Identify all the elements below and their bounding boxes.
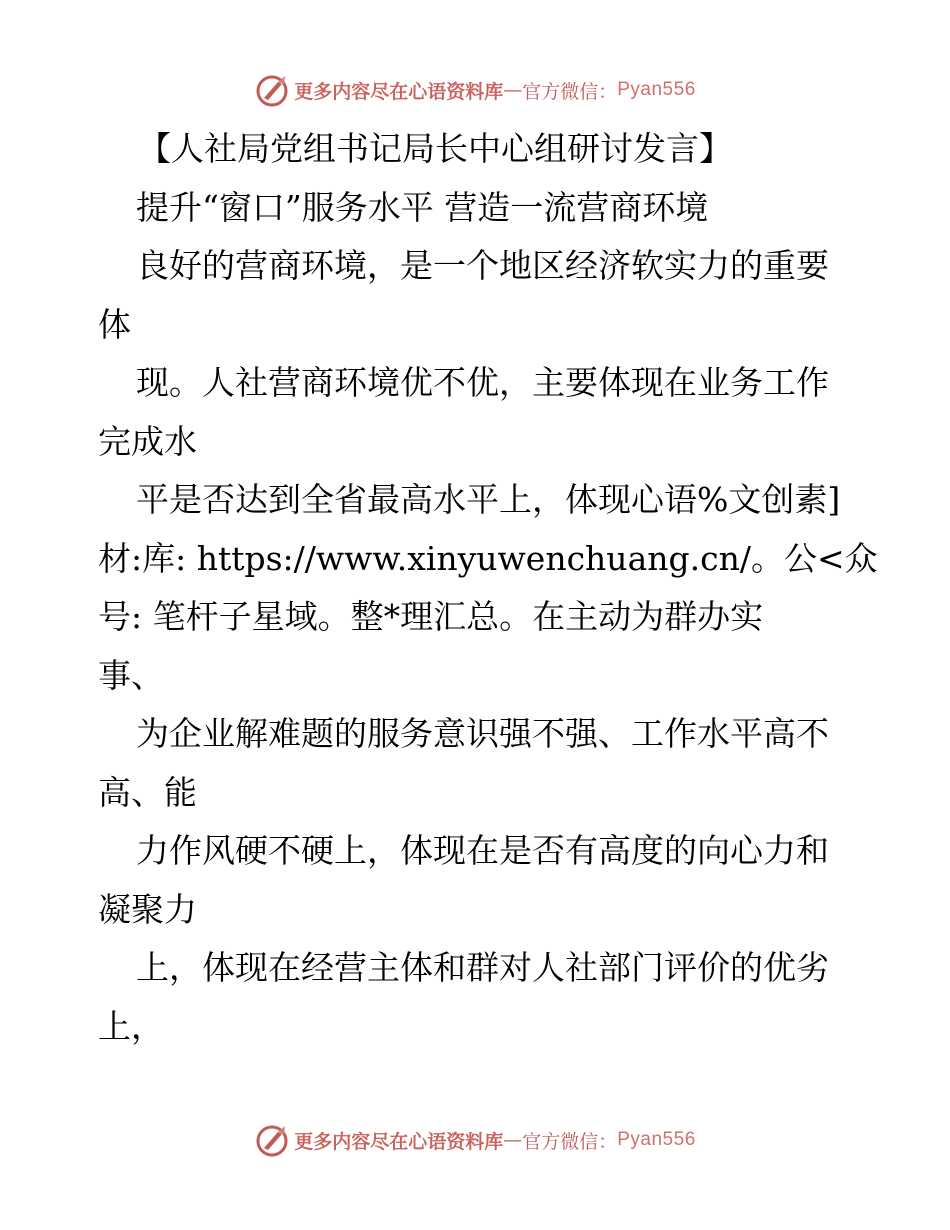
quill-pen-logo-icon [254,72,290,108]
body-line: 力作风硬不硬上，体现在是否有高度的向心力和 [136,831,829,870]
document-body [98,120,878,1056]
header-watermark [0,72,950,108]
body-line: 为企业解难题的服务意识强不强、工作水平高不 [136,714,829,753]
body-line: 上， [98,1006,164,1046]
watermark-site-text: 更多内容尽在心语资料库 [294,1130,504,1153]
watermark-wechat-label: 官方微信： [522,1130,618,1153]
document-heading: 【人社局党组书记局长中心组研讨发言】 [138,129,732,168]
body-line: 平是否达到全省最高水平上，体现心语%文创素] [136,480,841,519]
body-line: 凝聚力 [98,889,197,929]
body-line: 体 [98,304,131,344]
body-line: 材:库: https://www.xinyuwenchuang.cn/。公<众 [98,538,878,578]
body-line: 提升“窗口”服务水平 营造一流营商环境 [136,187,709,227]
quill-pen-logo-icon [254,1122,290,1158]
footer-watermark [0,1122,950,1158]
watermark-wechat-id: Pyan556 [617,79,696,100]
body-line: 事、 [98,655,164,695]
watermark-wechat-label: 官方微信： [522,80,618,103]
body-line: 上，体现在经营主体和群对人社部门评价的优劣 [136,948,829,987]
body-line: 高、能 [98,772,197,812]
body-line: 号: 笔杆子星域。整*理汇总。在主动为群办实 [98,597,764,636]
body-line: 现。人社营商环境优不优，主要体现在业务工作 [136,363,829,402]
body-line: 良好的营商环境，是一个地区经济软实力的重要 [136,246,829,285]
watermark-separator: — [503,1129,523,1151]
body-line: 完成水 [98,421,197,461]
watermark-site-text: 更多内容尽在心语资料库 [294,80,504,103]
watermark-wechat-id: Pyan556 [617,1129,696,1150]
watermark-separator: — [503,79,523,101]
